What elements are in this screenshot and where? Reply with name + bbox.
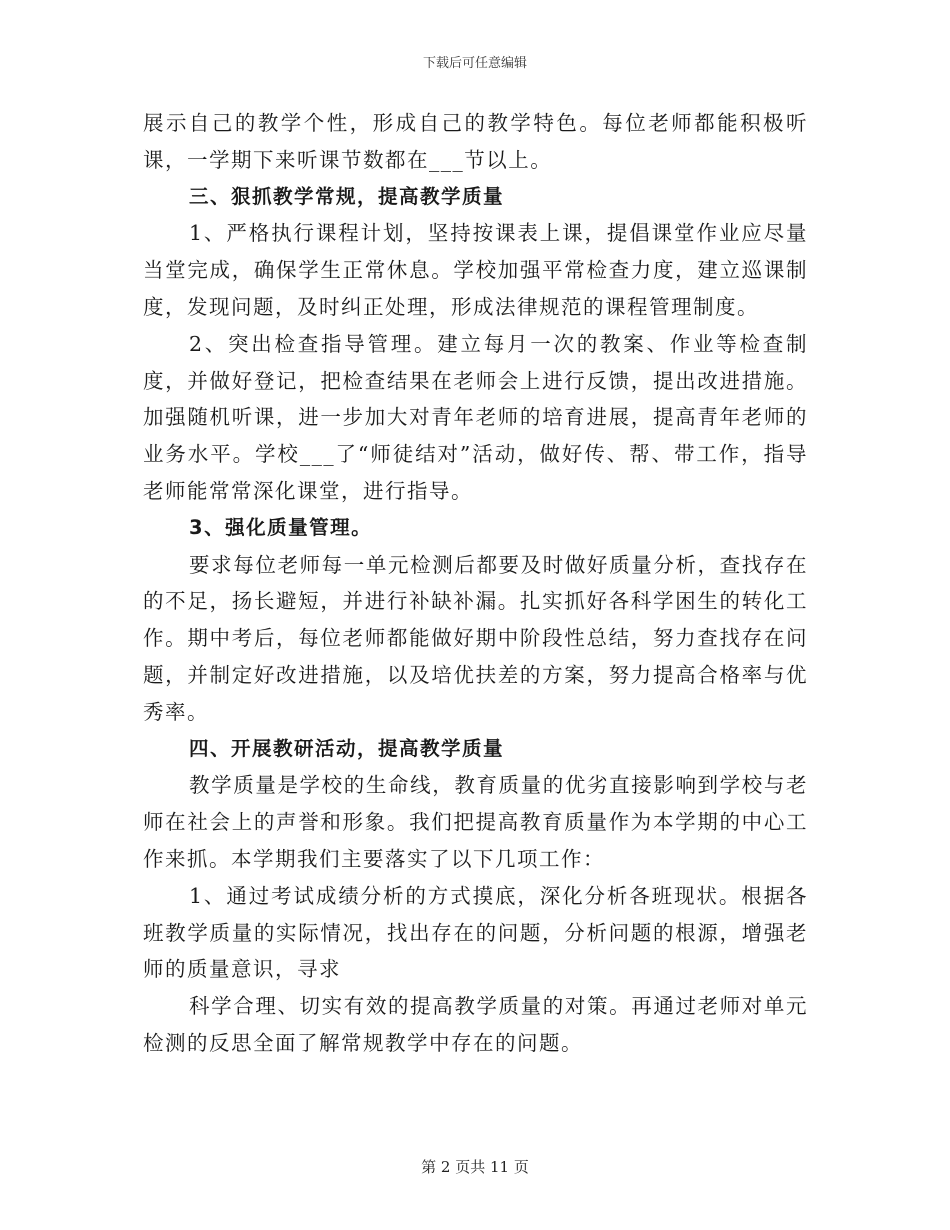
section-heading: 3、强化质量管理。 <box>189 515 373 539</box>
page-header: 下载后可任意编辑 <box>422 56 527 71</box>
paragraph: 1、通过考试成绩分析的方式摸底，深化分析各班现状。根据各班教学质量的实际情况，找出存在的问题，分析问题的根源，增强老师的质量意识，寻求 <box>143 883 808 982</box>
paragraph: 要求每位老师每一单元检测后都要及时做好质量分析，查找存在的不足，扬长避短，并进行补缺补漏。扎实抓好各科学困生的转化工作。期中考后，每位老师都能做好期中阶段性总结，努力查找存在问题，并制定好改进措施，以及培优扶差的方案，努力提高合格率与优秀率。 <box>143 552 808 724</box>
paragraph: 2、突出检查指导管理。建立每月一次的教案、作业等检查制度，并做好登记，把检查结果在老师会上进行反馈，提出改进措施。加强随机听课，进一步加大对青年老师的培育进展，提高青年老师的业务水平。学校___了“师徒结对”活动，做好传、帮、带工作，指导老师能常常深化课堂，进行指导。 <box>143 331 808 503</box>
paragraph: 展示自己的教学个性，形成自己的教学特色。每位老师都能积极听课，一学期下来听课节数都在___节以上。 <box>143 111 808 172</box>
document-body <box>143 105 808 1062</box>
paragraph: 1、严格执行课程计划，坚持按课表上课，提倡课堂作业应尽量当堂完成，确保学生正常休息。学校加强平常检查力度，建立巡课制度，发现问题，及时纠正处理，形成法律规范的课程管理制度。 <box>143 221 808 319</box>
section-heading: 四、开展教研活动，提高教学质量 <box>189 736 505 760</box>
section-heading: 三、狠抓教学常规，提高教学质量 <box>189 184 505 208</box>
paragraph: 教学质量是学校的生命线，教育质量的优劣直接影响到学校与老师在社会上的声誉和形象。我们把提高教育质量作为本学期的中心工作来抓。本学期我们主要落实了以下几项工作： <box>143 773 808 871</box>
paragraph: 科学合理、切实有效的提高教学质量的对策。再通过老师对单元检测的反思全面了解常规教学中存在的问题。 <box>143 994 808 1055</box>
page-footer: 第 2 页共 11 页 <box>421 1158 529 1176</box>
